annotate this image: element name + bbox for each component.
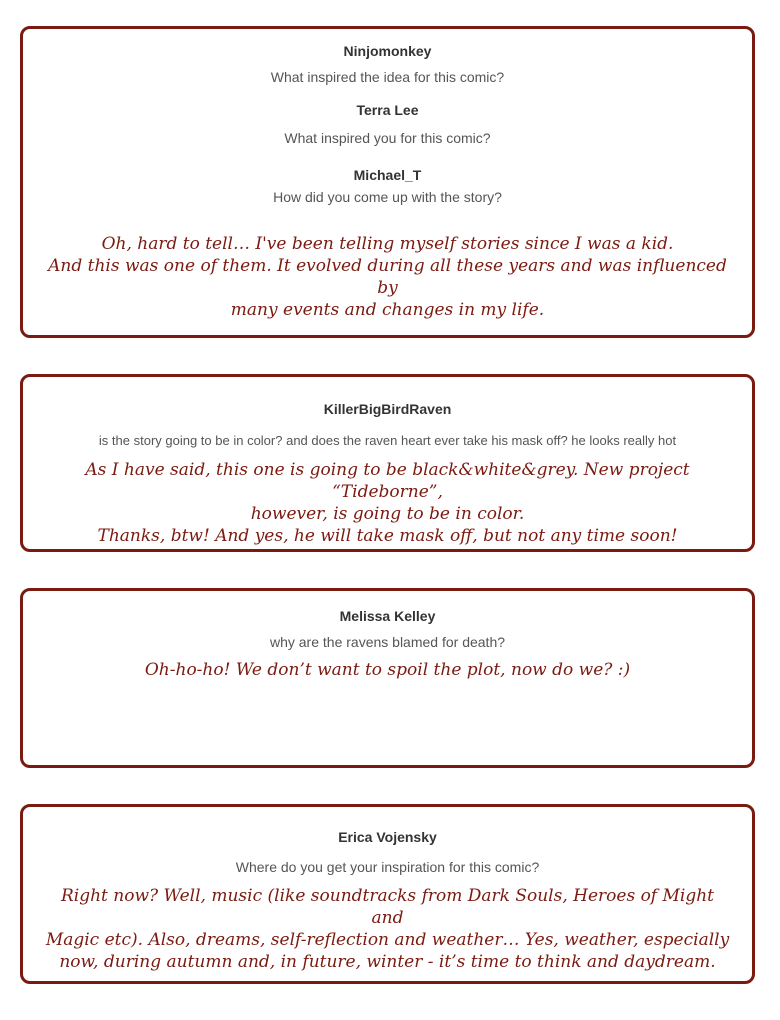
question-text: Where do you get your inspiration for this comic?	[235, 859, 540, 875]
qa-card-2	[20, 374, 755, 552]
answer-line: Oh, hard to tell… I've been telling myself stories since I was a kid.	[101, 234, 674, 254]
answer-line: Oh-ho-ho! We don’t want to spoil the plot, now do we? :)	[144, 660, 631, 680]
answer-text	[43, 885, 732, 973]
qa-card-4	[20, 804, 755, 984]
asker-name: Erica Vojensky	[338, 829, 437, 845]
answer-line: As I have said, this one is going to be black&white&grey. New project “Tideborne”,	[85, 460, 690, 502]
answer-line: Right now? Well, music (like soundtracks from Dark Souls, Heroes of Might and	[60, 886, 715, 928]
answer-text	[43, 659, 732, 681]
answer-line: Thanks, btw! And yes, he will take mask off, but not any time soon!	[97, 526, 678, 546]
question-text: why are the ravens blamed for death?	[269, 634, 506, 650]
qa-card-3	[20, 588, 755, 768]
answer-line: Magic etc). Also, dreams, self-reflection and weather… Yes, weather, especially	[45, 930, 730, 950]
question-text: is the story going to be in color? and does the raven heart ever take his mask off? he looks really hot	[98, 433, 677, 448]
asker-name: Terra Lee	[356, 102, 419, 118]
question-text: How did you come up with the story?	[273, 189, 502, 205]
asker-name: Michael_T	[353, 167, 422, 183]
question-text: What inspired you for this comic?	[284, 130, 491, 146]
asker-name: Melissa Kelley	[339, 608, 436, 624]
asker-name: KillerBigBirdRaven	[323, 401, 452, 417]
answer-line: many events and changes in my life.	[230, 300, 545, 320]
qa-card-1	[20, 26, 755, 338]
asker-name: Ninjomonkey	[343, 43, 432, 59]
question-text: What inspired the idea for this comic?	[270, 69, 505, 85]
answer-line: now, during autumn and, in future, winter - it’s time to think and daydream.	[59, 952, 716, 972]
answer-line: however, is going to be in color.	[250, 504, 525, 524]
answer-line: And this was one of them. It evolved during all these years and was influenced by	[48, 256, 727, 298]
answer-text	[43, 459, 732, 547]
answer-text	[43, 233, 732, 321]
